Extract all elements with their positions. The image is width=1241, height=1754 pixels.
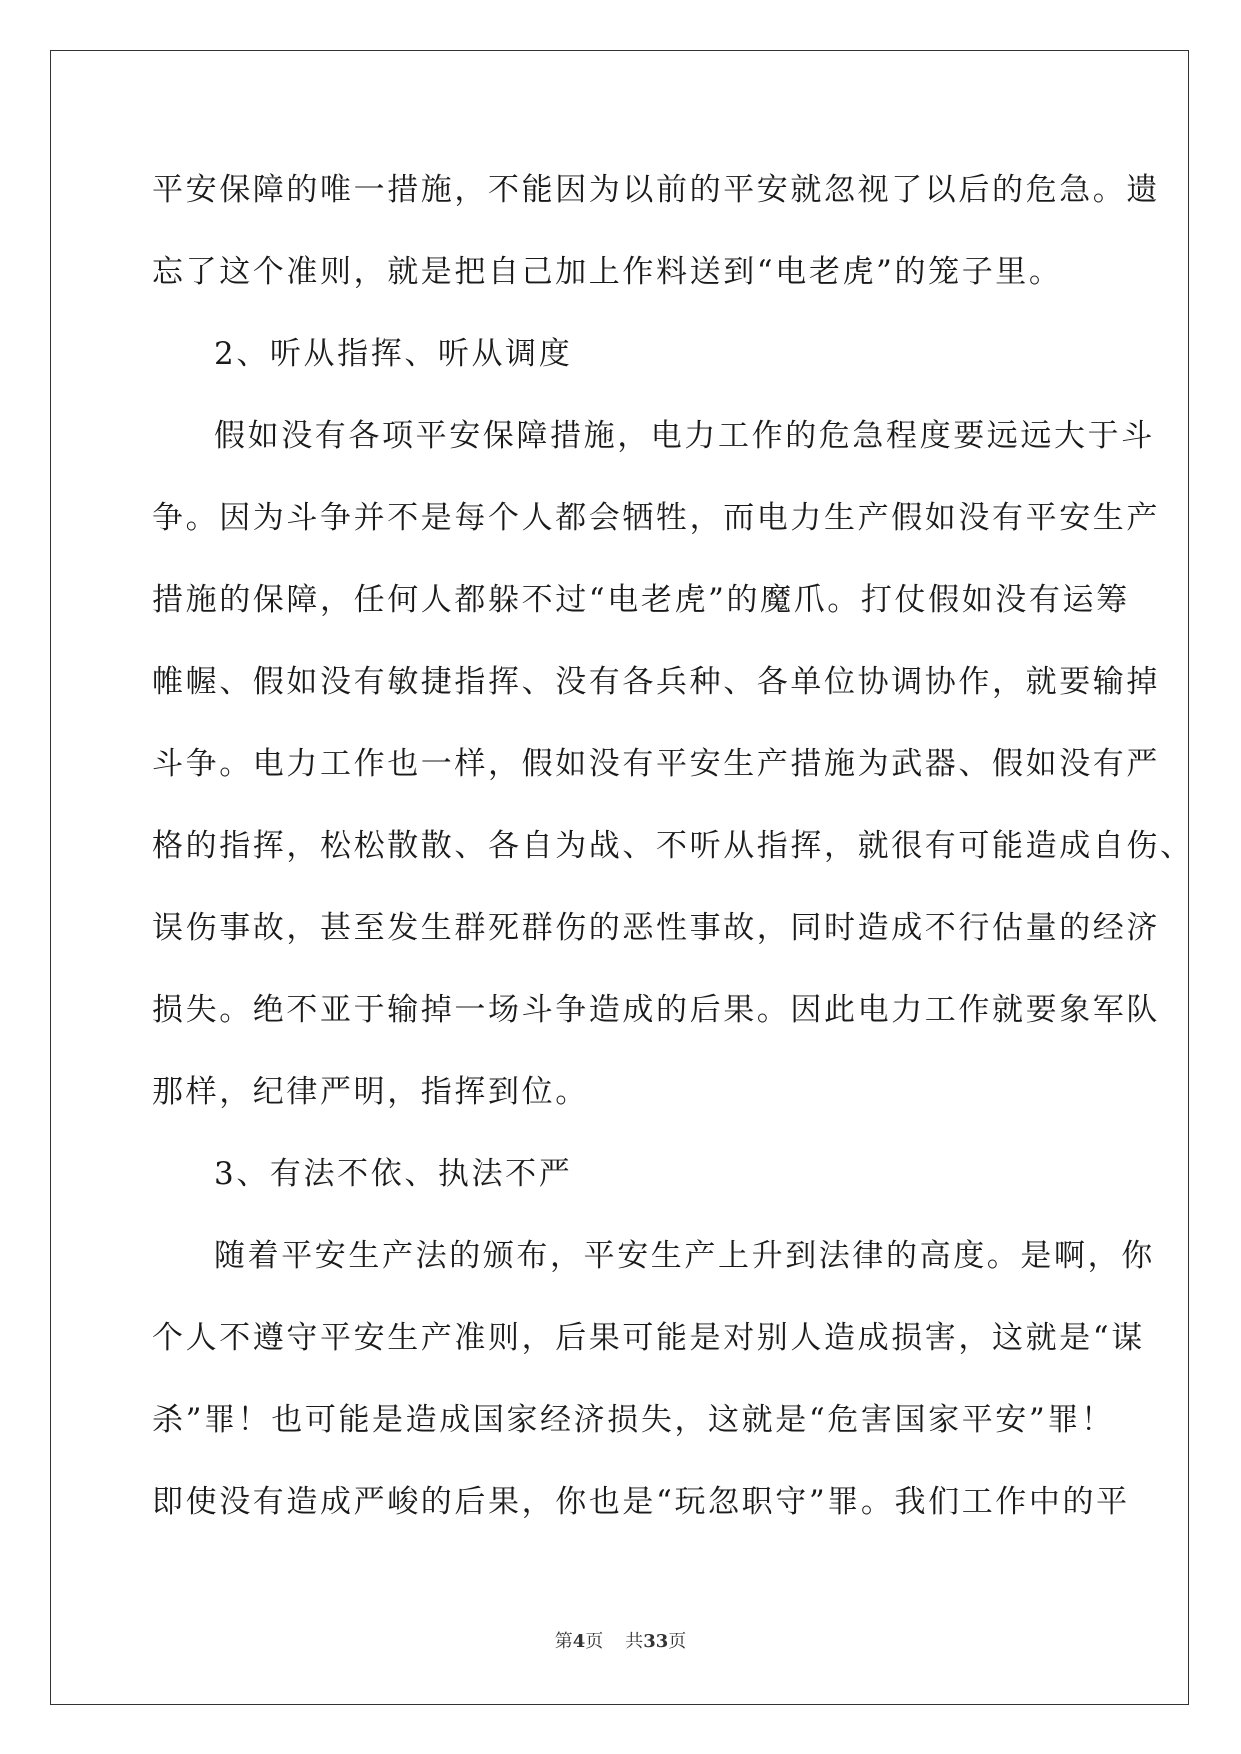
body-line: 斗争。电力工作也一样，假如没有平安生产措施为武器、假如没有严	[152, 746, 1160, 782]
body-line: 随着平安生产法的颁布，平安生产上升到法律的高度。是啊，你	[214, 1238, 1155, 1274]
body-line: 误伤事故，甚至发生群死群伤的恶性事故，同时造成不行估量的经济	[152, 910, 1160, 946]
body-line: 格的指挥，松松散散、各自为战、不听从指挥，就很有可能造成自伤、	[152, 828, 1194, 864]
body-line: 那样，纪律严明，指挥到位。	[152, 1074, 589, 1110]
body-line: 个人不遵守平安生产准则，后果可能是对别人造成损害，这就是“谋	[152, 1320, 1145, 1356]
section-heading: 2、听从指挥、听从调度	[214, 336, 573, 372]
body-line: 忘了这个准则，就是把自己加上作料送到“电老虎”的笼子里。	[152, 254, 1063, 290]
total-pages: 33	[643, 1631, 669, 1652]
body-line: 损失。绝不亚于输掉一场斗争造成的后果。因此电力工作就要象军队	[152, 992, 1160, 1028]
total-suffix: 页	[668, 1631, 687, 1652]
total-prefix: 共	[625, 1631, 644, 1652]
section-heading: 3、有法不依、执法不严	[214, 1156, 573, 1192]
document-body	[152, 162, 1194, 1556]
body-line: 帷幄、假如没有敏捷指挥、没有各兵种、各单位协调协作，就要输掉	[152, 664, 1160, 700]
page-number: 4	[572, 1631, 586, 1652]
body-line: 杀”罪！也可能是造成国家经济损失，这就是“危害国家平安”罪！	[152, 1402, 1115, 1438]
body-line: 假如没有各项平安保障措施，电力工作的危急程度要远远大于斗	[214, 418, 1155, 454]
page-footer	[0, 1627, 1241, 1653]
page-suffix: 页	[585, 1631, 604, 1652]
page-prefix: 第	[554, 1631, 573, 1652]
body-line: 争。因为斗争并不是每个人都会牺牲，而电力生产假如没有平安生产	[152, 500, 1160, 536]
body-line: 平安保障的唯一措施，不能因为以前的平安就忽视了以后的危急。遗	[152, 172, 1160, 208]
body-line: 措施的保障，任何人都躲不过“电老虎”的魔爪。打仗假如没有运筹	[152, 582, 1130, 618]
body-line: 即使没有造成严峻的后果，你也是“玩忽职守”罪。我们工作中的平	[152, 1484, 1130, 1520]
